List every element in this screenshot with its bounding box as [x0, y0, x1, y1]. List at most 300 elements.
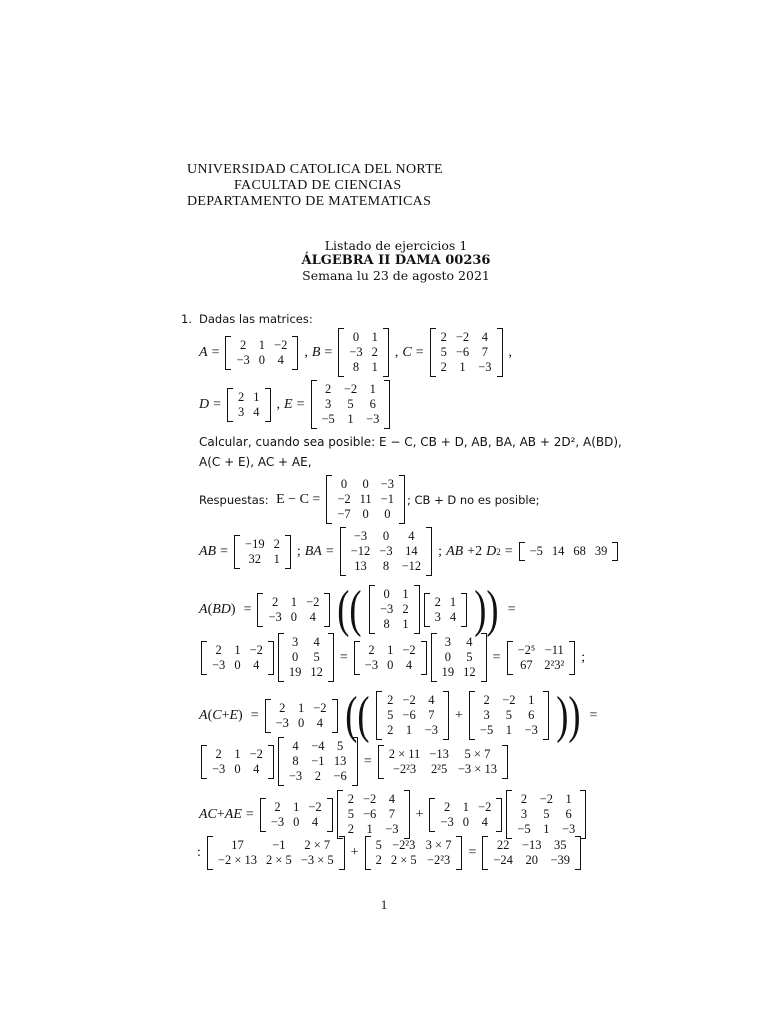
matrix-grid [240, 535, 285, 569]
matrix-cell: 1 [366, 822, 373, 836]
matrix-cell: 1 [387, 642, 394, 657]
matrix-cell: 20 [525, 853, 538, 867]
matrix-cell: 2 [238, 389, 245, 404]
matrix-right-bracket [384, 380, 390, 429]
matrix-cell: 1 [528, 693, 535, 707]
university-name: UNIVERSIDAD CATOLICA DEL NORTE [187, 162, 443, 177]
matrix-cell: 1 [405, 723, 413, 737]
matrix-cell: −2 [402, 693, 416, 707]
matrix-cell: 2 × 5 [390, 853, 417, 867]
matrix-e [311, 380, 391, 429]
matrix-cell: −2²3 [426, 853, 451, 867]
matrix-cell: −3 [212, 761, 226, 776]
matrix-cell: −39 [550, 853, 571, 867]
matrix-cell: 12 [310, 665, 323, 679]
matrix-cell: −2 [539, 792, 553, 806]
matrix-cell: 5 [337, 739, 344, 753]
matrix-cell: 8 [383, 617, 390, 631]
matrix-ac-plus-ae-result [482, 836, 581, 870]
matrix-cell: 1 [258, 337, 266, 352]
answer-a-bd-expansion: 2 1 −2 −3 0 4 3 4 0 5 19 12 = 2 1 −2 −3 0 4 3 4 0 5 19 12 = −2⁵ −11 67 2²3² ; [199, 633, 589, 682]
matrix-grid [284, 737, 352, 786]
matrix-cell: 4 [253, 657, 260, 672]
matrix-cell: 0 [382, 529, 390, 543]
matrix-cell: 8 [292, 754, 299, 768]
matrix-cell: 2 [440, 330, 447, 344]
matrix-b [338, 328, 389, 377]
matrix-cell: −3 [364, 657, 379, 672]
matrix-grid [382, 691, 443, 740]
matrix-right-bracket [414, 585, 420, 634]
matrix-cell: −2 [337, 492, 351, 506]
matrix-cell: 0 [462, 814, 470, 829]
matrix-cell: −13 [429, 746, 449, 761]
matrix-cell: 1 [565, 792, 572, 806]
matrix-cell: −3 [268, 609, 282, 624]
matrix-right-bracket [461, 593, 467, 627]
matrix-right-bracket [285, 535, 291, 569]
matrix-cell: 1 [371, 360, 378, 374]
matrix-cell: 5 × 7 [464, 746, 491, 761]
answer-a-c-plus-e-expansion: 2 1 −2 −3 0 4 4 −4 5 8 −1 13 −3 2 −6 = 2 × 11 −13 5 × 7 −2²3 2²5 −3 × 13 [199, 737, 510, 786]
matrix-a [225, 336, 298, 370]
matrix-cell: 2 [215, 642, 222, 657]
matrix-cell: 0 [383, 587, 390, 601]
matrix-cell: −5 [517, 822, 531, 836]
matrix-cell: 5 [347, 807, 354, 821]
matrix-cell: 1 [402, 587, 409, 601]
matrix-cell: −12 [350, 544, 371, 558]
matrices-abc-line: A = 2 1 −2 −3 0 4 , B = 0 1 −3 2 8 1 , C = 2 −2 4 5 −6 7 2 1 −3 , [199, 328, 516, 377]
matrix-cell: 1 [449, 594, 457, 609]
matrix-grid [233, 388, 265, 422]
matrix-grid [430, 593, 462, 627]
matrix-cell: −2²3 [392, 761, 417, 776]
matrix-cell: 3 [483, 708, 490, 722]
matrix-cell: 4 [311, 814, 319, 829]
exercise-intro: Dadas las matrices: [199, 312, 313, 326]
matrix-cell: 2 [387, 693, 394, 707]
matrix-cell: 4 [253, 761, 260, 776]
matrix-cell: −3 [385, 822, 399, 836]
matrix-cell: −1 [311, 754, 325, 768]
matrix-cell: −2 [343, 382, 358, 396]
matrix-cell: 4 [309, 609, 316, 624]
matrix-cell: 1 [402, 617, 409, 631]
matrix-bd [278, 633, 334, 682]
matrix-cell: 0 [444, 650, 452, 664]
matrix-cell: 1 [459, 360, 466, 374]
matrix-cell: −2 [455, 330, 470, 344]
matrix-cell: −3 [380, 477, 394, 491]
matrix-grid [488, 836, 575, 870]
matrix-grid [263, 593, 324, 627]
matrix-cell: 4 [277, 352, 284, 367]
matrix-cell: 19 [441, 665, 455, 679]
matrix-cell: −3 [349, 345, 363, 359]
matrix-cell: 2 [368, 642, 375, 657]
matrix-cell: −1 [272, 838, 286, 852]
matrix-c-plus-e [278, 737, 358, 786]
matrix-cell: 0 [234, 761, 241, 776]
matrix-grid [231, 336, 292, 370]
matrix-c-copy-2 [337, 790, 410, 839]
matrix-cell: 1 [234, 746, 241, 761]
matrix-cell: −2 [362, 792, 377, 806]
matrix-grid [266, 798, 327, 832]
department-name: DEPARTAMENTO DE MATEMATICAS [187, 194, 432, 209]
matrix-cell: 6 [528, 708, 535, 722]
matrix-e-minus-c [326, 475, 405, 524]
matrix-right-bracket [502, 745, 508, 779]
matrix-cell: −3 [212, 657, 226, 672]
matrix-cell: 5 [466, 650, 473, 664]
matrix-cell: 0 [297, 715, 305, 730]
matrix-right-bracket [328, 633, 334, 682]
matrix-cell: 2 [347, 792, 354, 806]
matrix-cell: −3 [366, 412, 380, 426]
matrix-cell: 1 [347, 412, 354, 426]
matrix-right-bracket [496, 798, 502, 832]
matrix-cell: 3 [292, 635, 299, 649]
matrix-cell: −4 [311, 739, 325, 753]
matrix-grid [437, 633, 481, 682]
matrix-cell: 2 [215, 746, 222, 761]
matrix-grid [207, 641, 268, 675]
matrix-cell: 68 [573, 544, 586, 558]
matrix-cell: 32 [248, 551, 262, 566]
calc-instructions: Calcular, cuando sea posible: E − C, CB + D, AB, BA, AB + 2D², A(BD), [199, 435, 622, 449]
answer-e-minus-c: Respuestas: E − C = 0 0 −3 −2 11 −1 −7 0 0 ; CB + D no es posible; [199, 475, 540, 524]
matrix-right-bracket [497, 328, 503, 377]
matrix-cell: −19 [245, 536, 265, 551]
matrix-grid [475, 691, 543, 740]
matrix-e-copy-2 [506, 790, 586, 839]
matrix-cell: 5 [543, 807, 550, 821]
matrix-cell: 2 [402, 602, 409, 616]
matrix-cell: 3 [238, 404, 245, 419]
matrix-cell: −1 [380, 492, 394, 506]
matrix-cell: −3 [275, 715, 289, 730]
matrix-cell: 4 [253, 404, 260, 419]
matrix-cell: 4 [481, 814, 488, 829]
matrix-right-bracket [268, 641, 274, 675]
matrix-cell: 14 [405, 544, 418, 558]
answer-ac-plus-ae-expansion: : 17 −1 2 × 7 −2 × 13 2 × 5 −3 × 5 + 5 −2²3 3 × 7 2 2 × 5 −2²3 = 22 −13 35 −24 20 −39 [197, 836, 583, 870]
matrix-cell: −2 × 13 [217, 853, 257, 867]
matrix-cell: 7 [481, 345, 488, 359]
matrix-right-bracket [456, 836, 462, 870]
matrix-cell: 19 [288, 665, 302, 679]
matrix-cell: −7 [337, 507, 351, 521]
matrix-grid [512, 790, 580, 839]
matrix-cell: −2⁵ [517, 642, 536, 657]
matrix-right-bracket [352, 737, 358, 786]
matrix-cell: 1 [543, 822, 550, 836]
matrix-a-copy-4 [265, 699, 338, 733]
matrix-ab [234, 535, 291, 569]
matrix-a-copy [257, 593, 330, 627]
matrix-grid [343, 790, 404, 839]
matrix-cell: 5 [347, 397, 354, 411]
matrix-cell: −6 [455, 345, 470, 359]
matrix-cell: −6 [402, 708, 416, 722]
matrix-cell: 6 [565, 807, 572, 821]
matrix-cell: 2 [387, 723, 394, 737]
answer-ab-ba: AB = −19 2 32 1 ; BA = −3 0 4 −12 −3 14 13 8 −12 ; AB +2 D 2 = −5 14 68 39 [199, 527, 620, 576]
matrix-cell: −6 [362, 807, 377, 821]
matrix-cell: 1 [297, 700, 305, 715]
matrix-cell: 4 [466, 635, 473, 649]
matrix-cell: 0 [293, 814, 300, 829]
matrix-cell: 2 × 5 [266, 853, 292, 867]
matrix-cell: 22 [496, 838, 510, 852]
matrix-cell: 1 [369, 382, 376, 396]
matrix-cell: 17 [231, 838, 244, 852]
matrix-cell: 1 [462, 799, 470, 814]
matrix-cell: 4 [313, 635, 320, 649]
matrix-cell: 4 [481, 330, 488, 344]
matrix-a-copy-3 [354, 641, 427, 675]
matrix-cell: 8 [382, 559, 390, 573]
matrix-a-copy-2 [201, 641, 274, 675]
matrix-right-bracket [399, 475, 405, 524]
matrix-cell: 4 [449, 609, 457, 624]
matrix-ae [365, 836, 463, 870]
matrix-cell: 2 [273, 536, 280, 551]
matrix-right-bracket [292, 336, 298, 370]
matrix-cell: −13 [521, 838, 542, 852]
faculty-name: FACULTAD DE CIENCIAS [234, 178, 402, 193]
matrix-a-c-plus-e-result [378, 745, 508, 779]
matrix-grid [213, 836, 339, 870]
matrix-ab-2d2 [519, 542, 619, 561]
matrix-a-copy-7 [429, 798, 502, 832]
matrix-cell: −3 × 5 [300, 853, 334, 867]
matrix-cell: 2 × 7 [304, 838, 331, 852]
matrix-cell: 2 [274, 799, 281, 814]
matrix-right-bracket [332, 699, 338, 733]
matrix-cell: 2 [483, 693, 490, 707]
matrix-cell: 0 [234, 657, 241, 672]
matrix-cell: −3 [478, 360, 492, 374]
matrix-cell: 5 [313, 650, 320, 664]
matrix-right-bracket [575, 836, 581, 870]
week-title: Semana lu 23 de agosto 2021 [302, 268, 490, 283]
matrix-cell: 5 [440, 345, 447, 359]
matrix-cell: 67 [520, 657, 533, 672]
matrix-grid [436, 328, 497, 377]
matrix-cell: 13 [354, 559, 367, 573]
matrix-right-bracket [580, 790, 586, 839]
matrix-c-copy [376, 691, 449, 740]
matrix-cell: 0 [362, 507, 369, 521]
matrix-cell: 2²3² [544, 657, 565, 672]
matrix-cell: 0 [340, 477, 348, 491]
matrix-cell: 0 [352, 330, 360, 344]
matrix-cell: 2 [272, 594, 279, 609]
matrix-a-bd-result [507, 641, 576, 675]
matrix-cell: 2 [520, 792, 528, 806]
matrix-cell: −3 [440, 814, 454, 829]
matrix-cell: 2 [434, 594, 441, 609]
matrix-cell: −2 [402, 642, 416, 657]
matrix-cell: 1 [505, 723, 513, 737]
answer-a-c-plus-e: A ( C + E ) = 2 1 −2 −3 0 4 (( 2 −2 4 5 −6 7 2 1 −3 + 2 −2 1 3 5 6 −5 1 −3 )) = [199, 687, 598, 744]
matrix-grid [271, 699, 332, 733]
matrix-cell: 4 [428, 693, 435, 707]
matrix-d-copy [424, 593, 468, 627]
matrix-grid [317, 380, 385, 429]
matrix-cell: 0 [362, 477, 369, 491]
matrix-cell: 2 [240, 337, 247, 352]
matrix-cell: 0 [384, 507, 391, 521]
answer-a-bd: A ( BD ) = 2 1 −2 −3 0 4 (( 0 1 −3 2 8 1 2 1 3 4 )) = [199, 581, 516, 638]
matrix-cell: 1 [253, 389, 260, 404]
matrix-ac [207, 836, 345, 870]
matrix-grid [513, 641, 570, 675]
matrix-cell: 11 [359, 492, 372, 506]
matrix-right-bracket [612, 542, 618, 561]
matrix-cell: −6 [333, 769, 347, 783]
matrix-cell: 2 [440, 360, 447, 374]
matrix-cell: −2 [249, 746, 263, 761]
matrix-cell: 12 [463, 665, 476, 679]
matrix-cell: −3 [379, 544, 393, 558]
matrix-cell: −2 [478, 799, 492, 814]
matrix-cell: 5 [387, 708, 394, 722]
matrix-e-copy [469, 691, 549, 740]
matrix-cell: −5 [529, 544, 543, 558]
matrix-b-copy [369, 585, 420, 634]
matrix-right-bracket [443, 691, 449, 740]
matrix-cell: −3 [561, 822, 576, 836]
matrix-cell: 2 [347, 822, 354, 836]
answer-ac-plus-ae: AC + AE = 2 1 −2 −3 0 4 2 −2 4 5 −6 7 2 1 −3 + 2 1 −2 −3 0 4 2 −2 1 3 5 6 −5 1 −3 [199, 790, 588, 839]
matrix-cell: −3 [524, 723, 538, 737]
matrix-cell: 13 [333, 754, 347, 768]
matrix-cell: 2 [279, 700, 286, 715]
matrix-cell: −11 [544, 642, 564, 657]
matrix-cell: −24 [493, 853, 513, 867]
matrix-cell: −2 [306, 594, 320, 609]
matrix-right-bracket [324, 593, 330, 627]
matrix-cell: 1 [273, 551, 280, 566]
matrix-cell: 2 [371, 345, 378, 359]
matrix-cell: −5 [479, 723, 494, 737]
page-number: 1 [380, 897, 388, 912]
matrix-a-copy-5 [201, 745, 274, 779]
matrix-cell: −2 [502, 693, 516, 707]
matrix-cell: 39 [594, 544, 608, 558]
matrix-ba [340, 527, 432, 576]
matrix-right-bracket [265, 388, 271, 422]
matrix-cell: 0 [292, 650, 299, 664]
matrix-right-bracket [421, 641, 427, 675]
matrix-cell: 4 [405, 657, 413, 672]
matrix-cell: 8 [352, 360, 360, 374]
matrix-cell: 7 [428, 708, 435, 722]
matrix-cell: −3 [380, 602, 394, 616]
matrix-grid [525, 542, 613, 561]
matrix-cell: −3 [236, 352, 250, 367]
matrix-cell: −2 [308, 799, 322, 814]
matrix-cell: 1 [371, 330, 378, 344]
matrix-bd-copy [431, 633, 487, 682]
matrix-cell: 3 [434, 609, 441, 624]
matrix-cell: −12 [401, 559, 422, 573]
matrix-cell: −2²3 [392, 838, 416, 852]
matrix-cell: 2 [314, 769, 321, 783]
matrix-cell: 14 [551, 544, 565, 558]
course-title: ÁLGEBRA II DAMA 00236 [301, 253, 491, 268]
matrix-cell: −3 [270, 814, 285, 829]
matrix-cell: −3 [288, 769, 303, 783]
matrix-right-bracket [426, 527, 432, 576]
matrix-cell: −2 [249, 642, 263, 657]
matrix-cell: 7 [388, 807, 396, 821]
calc-instructions-2: A(C + E), AC + AE, [199, 455, 312, 469]
matrix-cell: −3 [353, 529, 368, 543]
matrix-cell: 4 [316, 715, 323, 730]
list-title: Listado de ejercicios 1 [324, 238, 468, 253]
matrix-grid [207, 745, 268, 779]
matrix-grid [360, 641, 421, 675]
matrix-cell: 3 [325, 397, 332, 411]
matrix-right-bracket [481, 633, 487, 682]
matrix-c [430, 328, 503, 377]
matrix-grid [346, 527, 426, 576]
matrix-cell: −3 × 13 [457, 761, 497, 776]
matrix-cell: 6 [369, 397, 376, 411]
matrix-cell: 2 [375, 853, 382, 867]
matrix-grid [375, 585, 414, 634]
matrix-cell: 3 [444, 635, 452, 649]
matrix-cell: −5 [321, 412, 335, 426]
matrix-cell: 4 [408, 529, 415, 543]
matrix-cell: −2 [313, 700, 327, 715]
matrix-grid [332, 475, 399, 524]
matrix-right-bracket [569, 641, 575, 675]
matrices-de-line: D = 2 1 3 4 , E = 2 −2 1 3 5 6 −5 1 −3 [199, 380, 392, 429]
matrix-grid [435, 798, 496, 832]
matrix-cell: 2²5 [430, 761, 448, 776]
matrix-cell: 0 [290, 609, 298, 624]
matrix-cell: 3 [520, 807, 528, 821]
matrix-cell: 3 × 7 [425, 838, 452, 852]
matrix-cell: 4 [388, 792, 396, 806]
matrix-cell: 2 × 11 [388, 746, 421, 761]
matrix-cell: 2 [444, 799, 451, 814]
matrix-d [227, 388, 271, 422]
matrix-right-bracket [543, 691, 549, 740]
matrix-grid [371, 836, 457, 870]
matrix-cell: 5 [375, 838, 382, 852]
matrix-right-bracket [383, 328, 389, 377]
matrix-cell: −2 [274, 337, 288, 352]
matrix-cell: 4 [292, 739, 299, 753]
matrix-grid [384, 745, 502, 779]
matrix-cell: 0 [258, 352, 266, 367]
matrix-cell: −3 [424, 723, 439, 737]
matrix-right-bracket [404, 790, 410, 839]
matrix-right-bracket [268, 745, 274, 779]
matrix-cell: 1 [234, 642, 241, 657]
matrix-cell: 35 [554, 838, 567, 852]
matrix-cell: 1 [293, 799, 300, 814]
matrix-grid [284, 633, 328, 682]
matrix-a-copy-6 [260, 798, 333, 832]
